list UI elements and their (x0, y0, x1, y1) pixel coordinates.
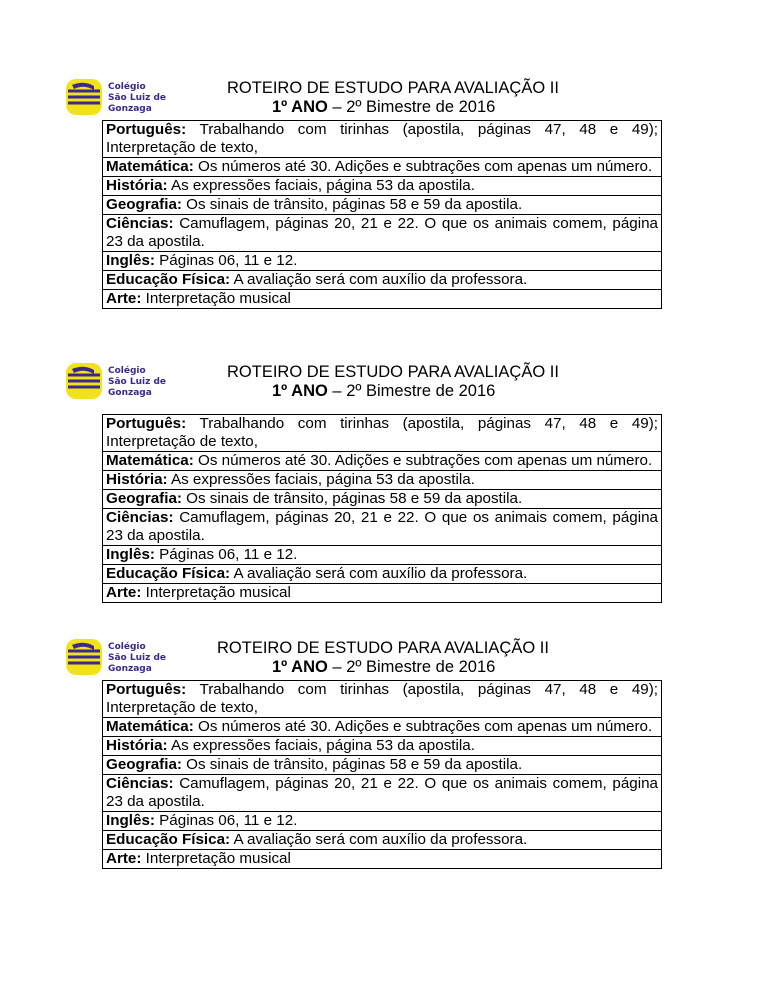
subject-text: Páginas 06, 11 e 12. (154, 252, 298, 269)
school-logo-icon (64, 76, 174, 118)
subject-cell (103, 252, 662, 271)
subject-name: Educação Física: (106, 271, 231, 288)
school-logo-icon (64, 636, 174, 678)
table-row (103, 452, 662, 471)
subject-name: Português: (106, 681, 187, 698)
subject-text: A avaliação será com auxílio da professora. (230, 565, 528, 582)
subject-text: Trabalhando com tirinhas (apostila, páginas 47, 48 e 49); Interpretação de texto, (106, 681, 658, 716)
table-row (103, 196, 662, 215)
subject-cell (103, 756, 662, 775)
period-label: 2º Bimestre de 2016 (346, 382, 496, 400)
subjects-table (102, 680, 662, 869)
guide-title: ROTEIRO DE ESTUDO PARA AVALIAÇÃO II (227, 79, 559, 97)
subject-name: Arte: (106, 584, 142, 601)
subject-name: Português: (106, 121, 187, 138)
subject-cell (103, 565, 662, 584)
subject-name: Ciências: (106, 775, 174, 792)
subjects-table (102, 120, 662, 309)
table-row (103, 775, 662, 812)
subject-cell (103, 196, 662, 215)
table-row (103, 471, 662, 490)
table-row (103, 850, 662, 869)
subject-name: Geografia: (106, 196, 182, 213)
logo-text: São Luiz de (108, 377, 167, 387)
study-guide-block-2 (102, 358, 662, 603)
subject-text: As expressões faciais, página 53 da apostila. (167, 737, 475, 754)
separator: – (327, 98, 347, 116)
subject-name: Geografia: (106, 490, 182, 507)
subject-cell (103, 831, 662, 850)
subject-text: Interpretação musical (141, 290, 291, 307)
subject-text: A avaliação será com auxílio da professora. (230, 831, 528, 848)
subject-cell (103, 415, 662, 452)
subjects-table (102, 414, 662, 603)
study-guide-block-1 (102, 74, 662, 309)
subject-cell (103, 471, 662, 490)
table-row (103, 756, 662, 775)
subject-cell (103, 812, 662, 831)
subject-cell (103, 737, 662, 756)
guide-header (102, 634, 662, 680)
guide-subtitle (272, 657, 495, 677)
table-row (103, 718, 662, 737)
table-row (103, 177, 662, 196)
subject-text: Interpretação musical (141, 584, 291, 601)
table-row (103, 737, 662, 756)
guide-subtitle (272, 381, 495, 401)
subject-cell (103, 775, 662, 812)
grade-label: 1º ANO (272, 98, 328, 116)
table-row (103, 415, 662, 452)
logo-text: Colégio (108, 366, 146, 376)
subject-cell (103, 584, 662, 603)
subject-name: Português: (106, 415, 187, 432)
school-logo-icon (64, 360, 174, 402)
logo-text: São Luiz de (108, 653, 167, 663)
guide-header (102, 358, 662, 414)
subject-name: Matemática: (106, 452, 194, 469)
subject-text: As expressões faciais, página 53 da apostila. (167, 471, 475, 488)
subject-name: Inglês: (106, 252, 155, 269)
subject-text: Interpretação musical (141, 850, 291, 867)
guide-subtitle (272, 97, 495, 117)
subject-cell (103, 121, 662, 158)
table-row (103, 252, 662, 271)
table-row (103, 158, 662, 177)
subject-name: Ciências: (106, 509, 174, 526)
subject-cell (103, 158, 662, 177)
table-row (103, 546, 662, 565)
subject-text: Os números até 30. Adições e subtrações com apenas um número. (193, 158, 653, 175)
subject-cell (103, 509, 662, 546)
subject-text: Camuflagem, páginas 20, 21 e 22. O que os animais comem, página 23 da apostila. (106, 215, 658, 250)
subject-text: Camuflagem, páginas 20, 21 e 22. O que os animais comem, página 23 da apostila. (106, 509, 658, 544)
table-row (103, 215, 662, 252)
subject-text: Os sinais de trânsito, páginas 58 e 59 da apostila. (181, 196, 523, 213)
grade-label: 1º ANO (272, 658, 328, 676)
logo-text: Colégio (108, 642, 146, 652)
table-row (103, 271, 662, 290)
table-row (103, 831, 662, 850)
subject-text: Os sinais de trânsito, páginas 58 e 59 da apostila. (181, 490, 523, 507)
table-row (103, 290, 662, 309)
subject-text: As expressões faciais, página 53 da apostila. (167, 177, 475, 194)
separator: – (327, 658, 347, 676)
subject-text: Páginas 06, 11 e 12. (154, 546, 298, 563)
subject-name: História: (106, 737, 168, 754)
subject-name: História: (106, 177, 168, 194)
separator: – (327, 382, 347, 400)
table-row (103, 565, 662, 584)
subject-name: Educação Física: (106, 565, 231, 582)
subject-cell (103, 490, 662, 509)
subject-text: Páginas 06, 11 e 12. (154, 812, 298, 829)
period-label: 2º Bimestre de 2016 (346, 98, 496, 116)
subject-name: Educação Física: (106, 831, 231, 848)
logo-text: Gonzaga (108, 664, 152, 674)
guide-header (102, 74, 662, 120)
subject-name: Geografia: (106, 756, 182, 773)
subject-name: Arte: (106, 850, 142, 867)
table-row (103, 490, 662, 509)
table-row (103, 584, 662, 603)
subject-cell (103, 850, 662, 869)
study-guide-block-3 (102, 634, 662, 869)
subject-cell (103, 546, 662, 565)
subject-text: Camuflagem, páginas 20, 21 e 22. O que os animais comem, página 23 da apostila. (106, 775, 658, 810)
subject-cell (103, 681, 662, 718)
subject-cell (103, 290, 662, 309)
table-row (103, 509, 662, 546)
logo-text: Gonzaga (108, 104, 152, 114)
subject-text: Trabalhando com tirinhas (apostila, páginas 47, 48 e 49); Interpretação de texto, (106, 415, 658, 450)
logo-text: São Luiz de (108, 93, 167, 103)
subject-name: Inglês: (106, 546, 155, 563)
subject-name: Inglês: (106, 812, 155, 829)
guide-title: ROTEIRO DE ESTUDO PARA AVALIAÇÃO II (217, 639, 549, 657)
subject-name: Arte: (106, 290, 142, 307)
subject-name: Matemática: (106, 718, 194, 735)
guide-title: ROTEIRO DE ESTUDO PARA AVALIAÇÃO II (227, 363, 559, 381)
subject-cell (103, 271, 662, 290)
subject-text: Os números até 30. Adições e subtrações com apenas um número. (193, 452, 653, 469)
table-row (103, 812, 662, 831)
logo-text: Gonzaga (108, 388, 152, 398)
subject-name: Ciências: (106, 215, 174, 232)
subject-name: História: (106, 471, 168, 488)
subject-text: Os números até 30. Adições e subtrações com apenas um número. (193, 718, 653, 735)
table-row (103, 681, 662, 718)
table-row (103, 121, 662, 158)
subject-text: Os sinais de trânsito, páginas 58 e 59 da apostila. (181, 756, 523, 773)
subject-text: Trabalhando com tirinhas (apostila, páginas 47, 48 e 49); Interpretação de texto, (106, 121, 658, 156)
subject-cell (103, 452, 662, 471)
grade-label: 1º ANO (272, 382, 328, 400)
subject-cell (103, 215, 662, 252)
subject-text: A avaliação será com auxílio da professora. (230, 271, 528, 288)
subject-cell (103, 718, 662, 737)
logo-text: Colégio (108, 82, 146, 92)
subject-cell (103, 177, 662, 196)
subject-name: Matemática: (106, 158, 194, 175)
period-label: 2º Bimestre de 2016 (346, 658, 496, 676)
